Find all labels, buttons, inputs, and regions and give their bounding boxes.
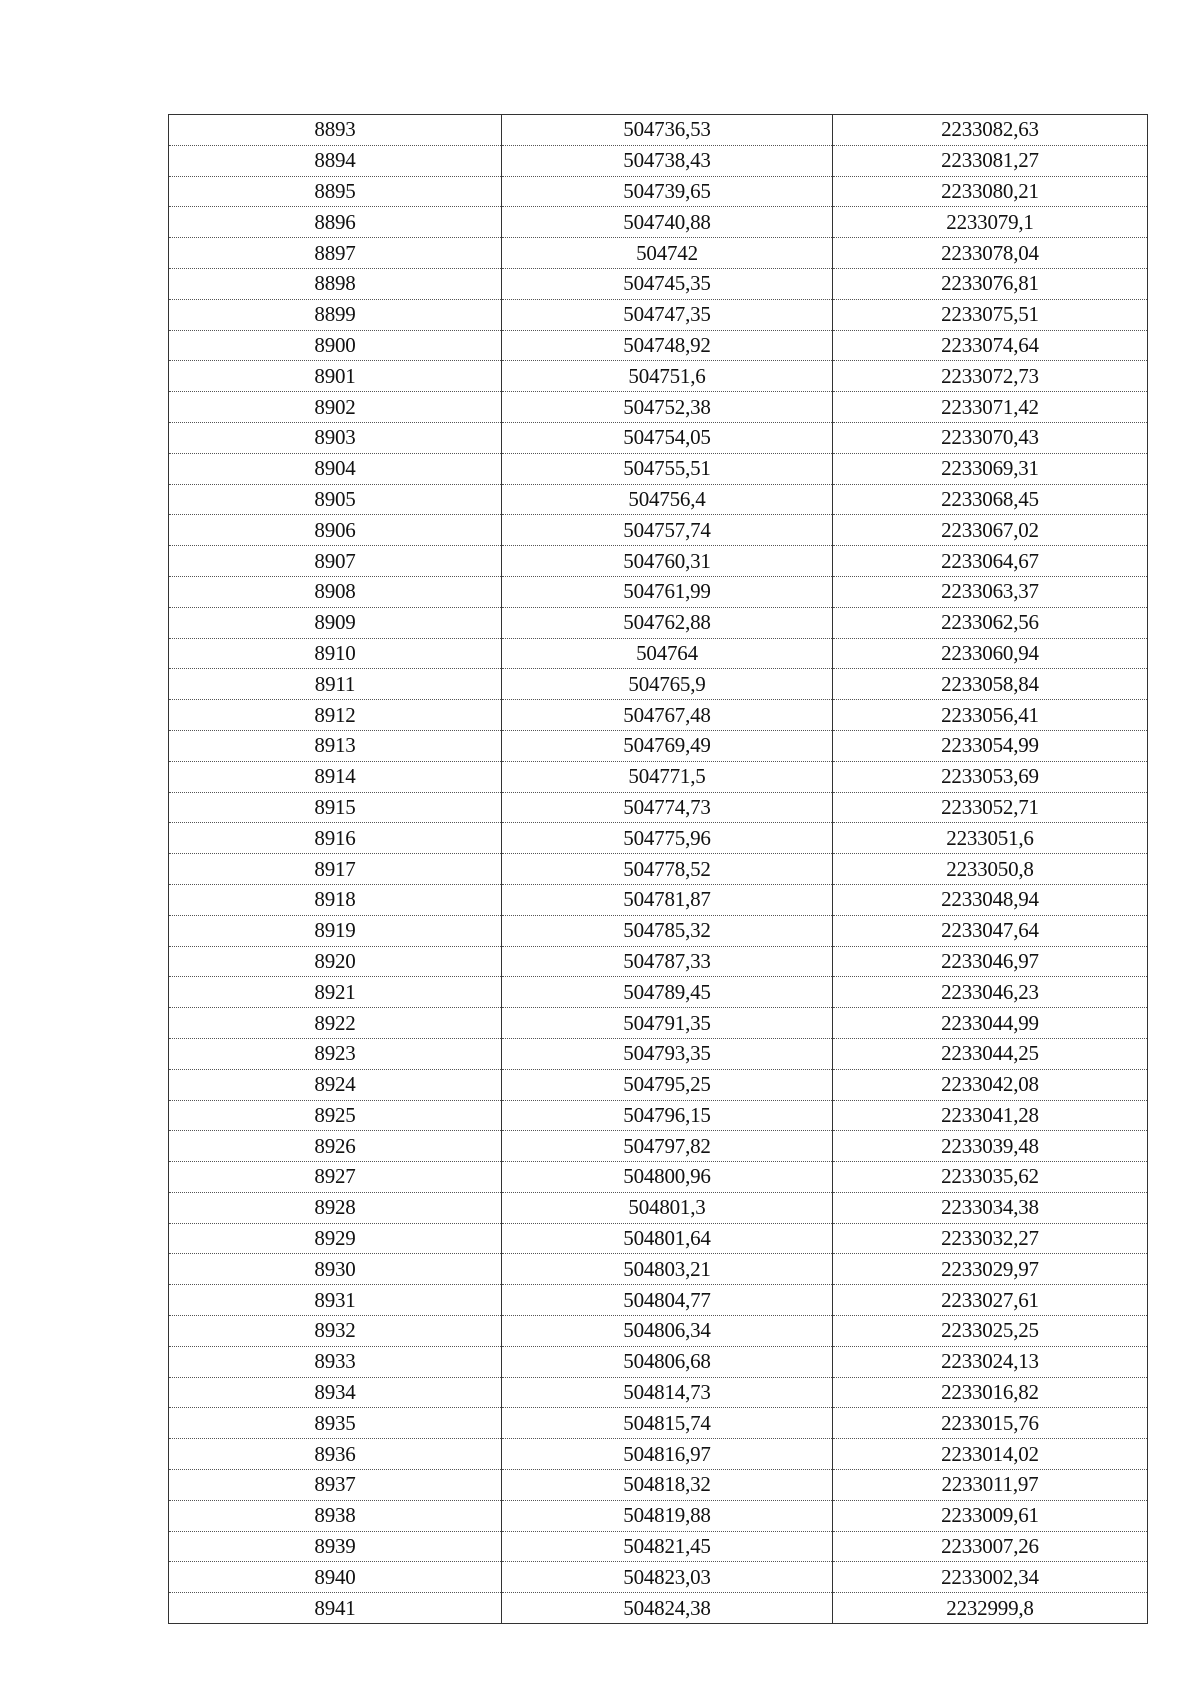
table-row (169, 515, 1148, 546)
point-number-cell: 8931 (169, 1285, 502, 1316)
x-coordinate-cell: 504800,96 (502, 1162, 833, 1193)
table-row (169, 1316, 1148, 1347)
y-coordinate-cell: 2233042,08 (833, 1069, 1148, 1100)
point-number-cell: 8902 (169, 392, 502, 423)
point-number-cell: 8896 (169, 207, 502, 238)
y-coordinate-cell: 2233046,97 (833, 946, 1148, 977)
x-coordinate-cell: 504757,74 (502, 515, 833, 546)
point-number-cell: 8924 (169, 1069, 502, 1100)
x-coordinate-cell: 504819,88 (502, 1500, 833, 1531)
y-coordinate-cell: 2233015,76 (833, 1408, 1148, 1439)
point-number-cell: 8894 (169, 145, 502, 176)
y-coordinate-cell: 2233053,69 (833, 761, 1148, 792)
x-coordinate-cell: 504752,38 (502, 392, 833, 423)
x-coordinate-cell: 504736,53 (502, 115, 833, 146)
x-coordinate-cell: 504774,73 (502, 792, 833, 823)
x-coordinate-cell: 504778,52 (502, 854, 833, 885)
table-row (169, 977, 1148, 1008)
y-coordinate-cell: 2233050,8 (833, 854, 1148, 885)
point-number-cell: 8908 (169, 576, 502, 607)
point-number-cell: 8900 (169, 330, 502, 361)
table-row (169, 1192, 1148, 1223)
table-row (169, 453, 1148, 484)
x-coordinate-cell: 504769,49 (502, 730, 833, 761)
coordinates-table-body (169, 115, 1148, 1624)
point-number-cell: 8911 (169, 669, 502, 700)
x-coordinate-cell: 504823,03 (502, 1562, 833, 1593)
table-row (169, 669, 1148, 700)
point-number-cell: 8939 (169, 1531, 502, 1562)
point-number-cell: 8919 (169, 915, 502, 946)
x-coordinate-cell: 504767,48 (502, 700, 833, 731)
table-row (169, 915, 1148, 946)
point-number-cell: 8930 (169, 1254, 502, 1285)
table-row (169, 238, 1148, 269)
y-coordinate-cell: 2233076,81 (833, 268, 1148, 299)
point-number-cell: 8932 (169, 1316, 502, 1347)
x-coordinate-cell: 504760,31 (502, 546, 833, 577)
x-coordinate-cell: 504816,97 (502, 1439, 833, 1470)
y-coordinate-cell: 2233047,64 (833, 915, 1148, 946)
x-coordinate-cell: 504814,73 (502, 1377, 833, 1408)
x-coordinate-cell: 504738,43 (502, 145, 833, 176)
table-row (169, 1346, 1148, 1377)
point-number-cell: 8916 (169, 823, 502, 854)
y-coordinate-cell: 2233014,02 (833, 1439, 1148, 1470)
table-row (169, 299, 1148, 330)
point-number-cell: 8921 (169, 977, 502, 1008)
table-row (169, 761, 1148, 792)
point-number-cell: 8912 (169, 700, 502, 731)
x-coordinate-cell: 504815,74 (502, 1408, 833, 1439)
point-number-cell: 8897 (169, 238, 502, 269)
point-number-cell: 8893 (169, 115, 502, 146)
x-coordinate-cell: 504793,35 (502, 1038, 833, 1069)
point-number-cell: 8929 (169, 1223, 502, 1254)
point-number-cell: 8933 (169, 1346, 502, 1377)
x-coordinate-cell: 504745,35 (502, 268, 833, 299)
y-coordinate-cell: 2233072,73 (833, 361, 1148, 392)
y-coordinate-cell: 2233079,1 (833, 207, 1148, 238)
y-coordinate-cell: 2233051,6 (833, 823, 1148, 854)
x-coordinate-cell: 504806,34 (502, 1316, 833, 1347)
y-coordinate-cell: 2233052,71 (833, 792, 1148, 823)
x-coordinate-cell: 504740,88 (502, 207, 833, 238)
x-coordinate-cell: 504789,45 (502, 977, 833, 1008)
point-number-cell: 8925 (169, 1100, 502, 1131)
table-row (169, 145, 1148, 176)
table-row (169, 1069, 1148, 1100)
y-coordinate-cell: 2233016,82 (833, 1377, 1148, 1408)
x-coordinate-cell: 504761,99 (502, 576, 833, 607)
y-coordinate-cell: 2233064,67 (833, 546, 1148, 577)
table-row (169, 484, 1148, 515)
y-coordinate-cell: 2233054,99 (833, 730, 1148, 761)
table-row (169, 1223, 1148, 1254)
point-number-cell: 8928 (169, 1192, 502, 1223)
point-number-cell: 8915 (169, 792, 502, 823)
point-number-cell: 8905 (169, 484, 502, 515)
y-coordinate-cell: 2233034,38 (833, 1192, 1148, 1223)
x-coordinate-cell: 504765,9 (502, 669, 833, 700)
point-number-cell: 8914 (169, 761, 502, 792)
y-coordinate-cell: 2233058,84 (833, 669, 1148, 700)
x-coordinate-cell: 504797,82 (502, 1131, 833, 1162)
y-coordinate-cell: 2233027,61 (833, 1285, 1148, 1316)
point-number-cell: 8936 (169, 1439, 502, 1470)
point-number-cell: 8909 (169, 607, 502, 638)
table-row (169, 1285, 1148, 1316)
point-number-cell: 8938 (169, 1500, 502, 1531)
y-coordinate-cell: 2233071,42 (833, 392, 1148, 423)
table-row (169, 1254, 1148, 1285)
table-row (169, 1593, 1148, 1624)
y-coordinate-cell: 2233068,45 (833, 484, 1148, 515)
y-coordinate-cell: 2233063,37 (833, 576, 1148, 607)
y-coordinate-cell: 2233048,94 (833, 884, 1148, 915)
table-row (169, 546, 1148, 577)
point-number-cell: 8906 (169, 515, 502, 546)
table-row (169, 792, 1148, 823)
point-number-cell: 8937 (169, 1470, 502, 1501)
y-coordinate-cell: 2233074,64 (833, 330, 1148, 361)
point-number-cell: 8927 (169, 1162, 502, 1193)
table-row (169, 1439, 1148, 1470)
y-coordinate-cell: 2233044,25 (833, 1038, 1148, 1069)
x-coordinate-cell: 504787,33 (502, 946, 833, 977)
point-number-cell: 8910 (169, 638, 502, 669)
x-coordinate-cell: 504755,51 (502, 453, 833, 484)
x-coordinate-cell: 504795,25 (502, 1069, 833, 1100)
point-number-cell: 8904 (169, 453, 502, 484)
table-row (169, 607, 1148, 638)
y-coordinate-cell: 2233078,04 (833, 238, 1148, 269)
y-coordinate-cell: 2233011,97 (833, 1470, 1148, 1501)
y-coordinate-cell: 2232999,8 (833, 1593, 1148, 1624)
point-number-cell: 8913 (169, 730, 502, 761)
x-coordinate-cell: 504756,4 (502, 484, 833, 515)
x-coordinate-cell: 504775,96 (502, 823, 833, 854)
x-coordinate-cell: 504804,77 (502, 1285, 833, 1316)
y-coordinate-cell: 2233041,28 (833, 1100, 1148, 1131)
point-number-cell: 8901 (169, 361, 502, 392)
table-row (169, 1008, 1148, 1039)
y-coordinate-cell: 2233032,27 (833, 1223, 1148, 1254)
x-coordinate-cell: 504771,5 (502, 761, 833, 792)
y-coordinate-cell: 2233029,97 (833, 1254, 1148, 1285)
x-coordinate-cell: 504824,38 (502, 1593, 833, 1624)
x-coordinate-cell: 504796,15 (502, 1100, 833, 1131)
table-row (169, 1038, 1148, 1069)
point-number-cell: 8917 (169, 854, 502, 885)
x-coordinate-cell: 504791,35 (502, 1008, 833, 1039)
table-row (169, 823, 1148, 854)
table-row (169, 1470, 1148, 1501)
x-coordinate-cell: 504818,32 (502, 1470, 833, 1501)
table-row (169, 1377, 1148, 1408)
point-number-cell: 8940 (169, 1562, 502, 1593)
x-coordinate-cell: 504801,64 (502, 1223, 833, 1254)
point-number-cell: 8935 (169, 1408, 502, 1439)
table-row (169, 700, 1148, 731)
coordinates-table (168, 114, 1148, 1624)
x-coordinate-cell: 504781,87 (502, 884, 833, 915)
point-number-cell: 8941 (169, 1593, 502, 1624)
x-coordinate-cell: 504764 (502, 638, 833, 669)
table-row (169, 330, 1148, 361)
y-coordinate-cell: 2233080,21 (833, 176, 1148, 207)
point-number-cell: 8920 (169, 946, 502, 977)
point-number-cell: 8923 (169, 1038, 502, 1069)
table-row (169, 115, 1148, 146)
table-row (169, 884, 1148, 915)
y-coordinate-cell: 2233060,94 (833, 638, 1148, 669)
table-row (169, 1100, 1148, 1131)
y-coordinate-cell: 2233009,61 (833, 1500, 1148, 1531)
table-row (169, 1131, 1148, 1162)
table-row (169, 1562, 1148, 1593)
table-row (169, 854, 1148, 885)
x-coordinate-cell: 504801,3 (502, 1192, 833, 1223)
x-coordinate-cell: 504754,05 (502, 422, 833, 453)
point-number-cell: 8934 (169, 1377, 502, 1408)
y-coordinate-cell: 2233046,23 (833, 977, 1148, 1008)
table-row (169, 638, 1148, 669)
x-coordinate-cell: 504751,6 (502, 361, 833, 392)
table-row (169, 730, 1148, 761)
table-row (169, 176, 1148, 207)
table-row (169, 1500, 1148, 1531)
point-number-cell: 8918 (169, 884, 502, 915)
x-coordinate-cell: 504803,21 (502, 1254, 833, 1285)
point-number-cell: 8898 (169, 268, 502, 299)
y-coordinate-cell: 2233067,02 (833, 515, 1148, 546)
table-row (169, 392, 1148, 423)
table-row (169, 946, 1148, 977)
y-coordinate-cell: 2233035,62 (833, 1162, 1148, 1193)
y-coordinate-cell: 2233002,34 (833, 1562, 1148, 1593)
table-row (169, 576, 1148, 607)
table-row (169, 1408, 1148, 1439)
table-row (169, 361, 1148, 392)
x-coordinate-cell: 504748,92 (502, 330, 833, 361)
point-number-cell: 8903 (169, 422, 502, 453)
x-coordinate-cell: 504785,32 (502, 915, 833, 946)
x-coordinate-cell: 504747,35 (502, 299, 833, 330)
y-coordinate-cell: 2233024,13 (833, 1346, 1148, 1377)
x-coordinate-cell: 504739,65 (502, 176, 833, 207)
y-coordinate-cell: 2233062,56 (833, 607, 1148, 638)
x-coordinate-cell: 504762,88 (502, 607, 833, 638)
y-coordinate-cell: 2233007,26 (833, 1531, 1148, 1562)
point-number-cell: 8895 (169, 176, 502, 207)
x-coordinate-cell: 504742 (502, 238, 833, 269)
point-number-cell: 8899 (169, 299, 502, 330)
point-number-cell: 8926 (169, 1131, 502, 1162)
y-coordinate-cell: 2233044,99 (833, 1008, 1148, 1039)
table-row (169, 1162, 1148, 1193)
y-coordinate-cell: 2233039,48 (833, 1131, 1148, 1162)
table-row (169, 268, 1148, 299)
x-coordinate-cell: 504806,68 (502, 1346, 833, 1377)
table-row (169, 207, 1148, 238)
point-number-cell: 8922 (169, 1008, 502, 1039)
y-coordinate-cell: 2233070,43 (833, 422, 1148, 453)
y-coordinate-cell: 2233081,27 (833, 145, 1148, 176)
table-row (169, 1531, 1148, 1562)
x-coordinate-cell: 504821,45 (502, 1531, 833, 1562)
point-number-cell: 8907 (169, 546, 502, 577)
y-coordinate-cell: 2233056,41 (833, 700, 1148, 731)
y-coordinate-cell: 2233075,51 (833, 299, 1148, 330)
table-row (169, 422, 1148, 453)
y-coordinate-cell: 2233025,25 (833, 1316, 1148, 1347)
y-coordinate-cell: 2233082,63 (833, 115, 1148, 146)
y-coordinate-cell: 2233069,31 (833, 453, 1148, 484)
